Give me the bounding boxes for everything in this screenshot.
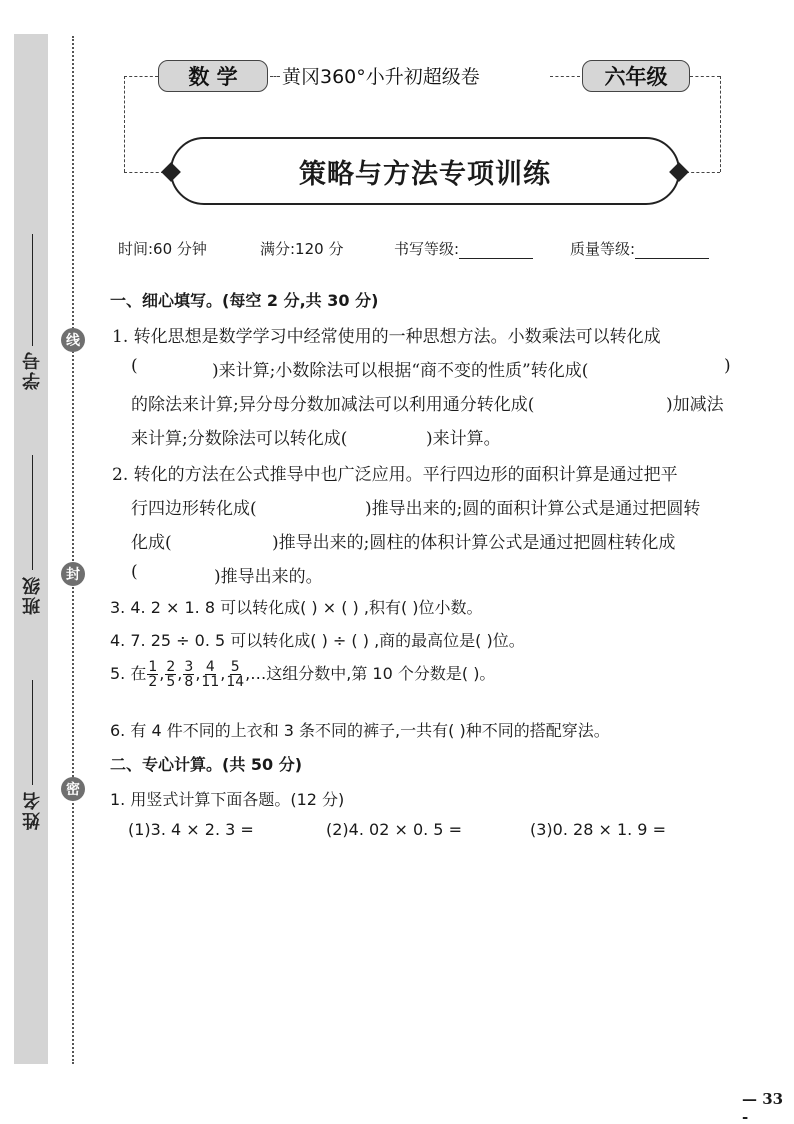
- quality-grade-label: 质量等级:: [570, 240, 636, 258]
- q1-l2a: (: [131, 356, 138, 376]
- title-box: [170, 137, 680, 205]
- label-banji: 班级: [22, 575, 43, 615]
- calc-item-3: (3)0. 28 × 1. 9 =: [530, 820, 666, 839]
- q1-l3b: )加减法: [666, 395, 724, 415]
- q6: 6. 有 4 件不同的上衣和 3 条不同的裤子,一共有( )种不同的搭配穿法。: [110, 721, 610, 740]
- meta-time: 时间:60 分钟: [118, 240, 207, 258]
- q5-prefix: 5. 在: [110, 664, 147, 683]
- q2-l2b: )推导出来的;圆的面积计算公式是通过把圆转: [365, 499, 701, 519]
- q4: 4. 7. 25 ÷ 0. 5 可以转化成( ) ÷ ( ) ,商的最高位是( )位。: [110, 631, 525, 650]
- q3: 3. 4. 2 × 1. 8 可以转化成( ) × ( ) ,积有( )位小数。: [110, 598, 483, 617]
- cut-line: [72, 36, 74, 1064]
- fraction-2: $\frac{2}{5}$: [166, 659, 176, 690]
- q2-l4b: )推导出来的。: [214, 567, 323, 587]
- frame-bottom-left: [124, 172, 164, 173]
- seal-feng: 封: [61, 562, 85, 586]
- q5-suffix: ,…这组分数中,第 10 个分数是( )。: [245, 664, 496, 683]
- label-xingming: 姓名: [22, 790, 43, 830]
- q2-l2a: 行四边形转化成(: [131, 499, 257, 519]
- q1-l4b: )来计算。: [426, 429, 501, 449]
- grade-pill: 六年级: [582, 60, 690, 92]
- subject-pill: 数 学: [158, 60, 268, 92]
- writing-grade-label: 书写等级:: [394, 240, 460, 258]
- frame-left: [124, 76, 125, 172]
- q1-l4a: 来计算;分数除法可以转化成(: [131, 429, 348, 449]
- section2-heading: 二、专心计算。(共 50 分): [110, 755, 303, 774]
- q1-l2c: ): [724, 356, 731, 376]
- xingming-line: [32, 680, 33, 785]
- q2-line1: 2. 转化的方法在公式推导中也广泛应用。平行四边形的面积计算是通过把平: [112, 465, 678, 485]
- page-number: — 33 -: [742, 1090, 784, 1124]
- q1-line1: 1. 转化思想是数学学习中经常使用的一种思想方法。小数乘法可以转化成: [112, 327, 661, 347]
- page-title: 策略与方法专项训练: [299, 158, 551, 190]
- calc-item-2: (2)4. 02 × 0. 5 =: [326, 820, 462, 839]
- frame-top-left: [124, 76, 158, 77]
- section1-heading: 一、细心填写。(每空 2 分,共 30 分): [110, 291, 379, 310]
- banji-line: [32, 455, 33, 570]
- meta-full-score: 满分:120 分: [260, 240, 344, 258]
- calc-item-1: (1)3. 4 × 2. 3 =: [128, 820, 254, 839]
- seal-xian: 线: [61, 328, 85, 352]
- q2-l4a: (: [131, 562, 138, 582]
- frame-top-right: [690, 76, 720, 77]
- frame-right: [720, 76, 721, 172]
- q1-l3a: 的除法来计算;异分母分数加减法可以利用通分转化成(: [131, 395, 535, 415]
- fraction-3: $\frac{3}{8}$: [184, 659, 194, 690]
- meta-writing-grade: [394, 238, 533, 259]
- q2-l3a: 化成(: [131, 533, 172, 553]
- writing-grade-blank[interactable]: [459, 243, 533, 259]
- binding-strip: [14, 34, 48, 1064]
- q2-l3b: )推导出来的;圆柱的体积计算公式是通过把圆柱转化成: [272, 533, 676, 553]
- q1-l2b: )来计算;小数除法可以根据“商不变的性质”转化成(: [212, 361, 589, 381]
- fraction-1: $\frac{1}{2}$: [148, 659, 158, 690]
- meta-quality-grade: [570, 238, 709, 259]
- q5: 5. 在 $\frac{1}{2}$ , $\frac{2}{5}$ , $\frac{3}{8}$ , $\frac{4}{11}$ , $\frac{5}{14}$ ,…这组分数中,第 10 个分数是( )。: [110, 659, 496, 690]
- s2-q1: 1. 用竖式计算下面各题。(12 分): [110, 790, 345, 809]
- series-title: 黄冈360°小升初超级卷: [282, 66, 480, 88]
- header-dash-left: [270, 76, 280, 77]
- seal-mi: 密: [61, 777, 85, 801]
- fraction-4: $\frac{4}{11}$: [201, 659, 220, 690]
- frame-bottom-right: [686, 172, 720, 173]
- header-dash-right: [550, 76, 580, 77]
- quality-grade-blank[interactable]: [635, 243, 709, 259]
- fraction-5: $\frac{5}{14}$: [226, 659, 245, 690]
- xuehao-line: [32, 234, 33, 346]
- label-xuehao: 学号: [22, 350, 43, 390]
